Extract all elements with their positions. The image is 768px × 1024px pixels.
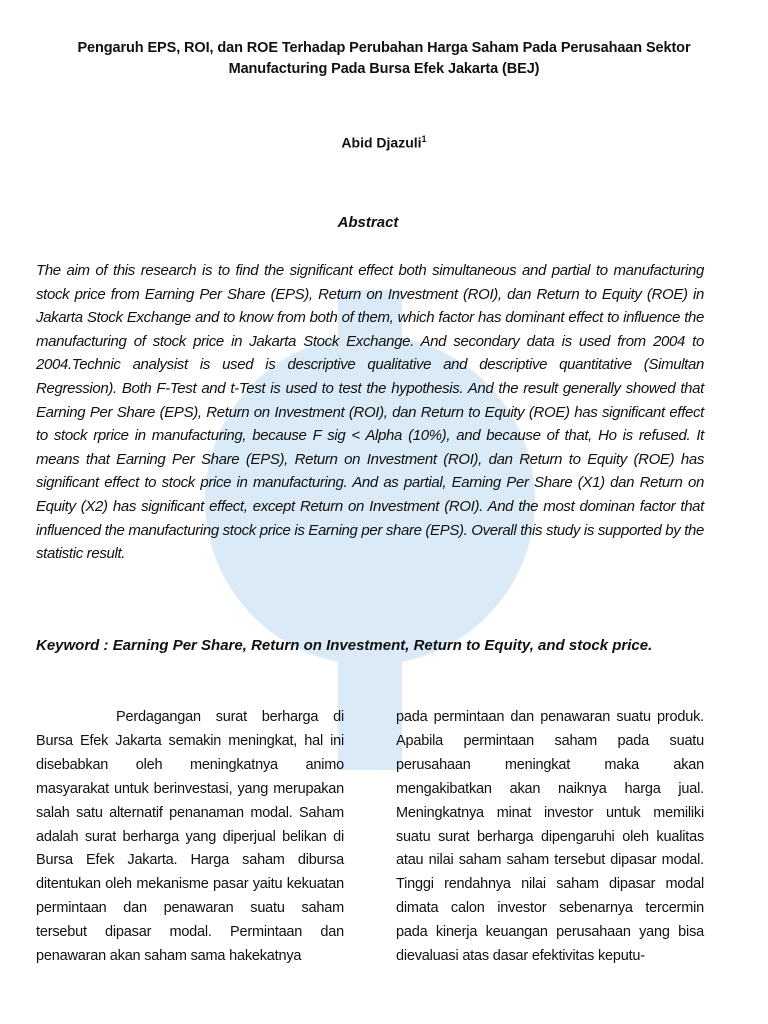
abstract-text: The aim of this research is to find the significant effect both simultaneous and partial to manufacturing stock price from Earning Per Share (EPS), Return on Investment (ROI), dan Return to Equity (ROE) in Jakarta Stock Exchange and to know from both of them, which factor has dominant effect to influence the manufacturing of stock price in Jakarta Stock Exchange. And secondary data is used from 2004 to 2004.Technic analysist is used is descriptive qualitative and descriptive quantitative (Simultan Regression). Both F-Test and t-Test is used to test the hypothesis. And the result generally showed that Earning Per Share (EPS), Return on Investment (ROI), dan Return to Equity (ROE) has significant effect to stock rprice in manufacturing, because F sig < Alpha (10%), and because of that, Ho is refused. It means that Earning Per Share (EPS), Return on Investment (ROI), dan Return to Equity (ROE) has significant effect to stock price in manufacturing. And as partial, Earning Per Share (X1) dan Return on Equity (X2) has significant effect, except Return on Investment (ROI). And the most dominan factor that influenced the manufacturing stock price is Earning per share (EPS). Overall this study is supported by the statistic result.	[36, 262, 704, 563]
paper-title: Pengaruh EPS, ROI, dan ROE Terhadap Perubahan Harga Saham Pada Perusahaan Sektor Manufacturing Pada Bursa Efek Jakarta (BEJ)	[77, 40, 691, 77]
keyword-text: Earning Per Share, Return on Investment, Return to Equity, and stock price.	[112, 637, 653, 654]
author-footnote-mark: 1	[421, 134, 427, 144]
keyword-label: Keyword :	[36, 637, 109, 654]
author-line	[0, 134, 768, 151]
body-column-left: Perdagangan surat berharga di Bursa Efek Jakarta semakin meningkat, hal ini disebabkan oleh meningkatnya animo masyarakat untuk berinvestasi, yang merupakan salah satu alternatif penanaman modal. Saham adalah surat berharga yang diperjual belikan di Bursa Efek Jakarta. Harga saham dibursa ditentukan oleh mekanisme pasar yaitu kekuatan permintaan dan penawaran suatu saham tersebut dipasar modal. Permintaan dan penawaran akan saham sama hakekatnya	[36, 709, 344, 965]
abstract-heading: Abstract	[337, 214, 399, 231]
body-column-right: pada permintaan dan penawaran suatu produk. Apabila permintaan saham pada suatu perusahaan meningkat maka akan mengakibatkan akan naiknya harga jual. Meningkatnya minat investor untuk memiliki suatu surat berharga dipengaruhi oleh kualitas atau nilai saham saham tersebut dipasar modal. Tinggi rendahnya nilai saham dipasar modal dimata calon investor sebenarnya tercermin pada kinerja keuangan perusahaan yang bisa dievaluasi atas dasar efektivitas keputu-	[396, 709, 704, 965]
author-name: Abid Djazuli	[341, 134, 422, 151]
keywords	[36, 634, 704, 657]
